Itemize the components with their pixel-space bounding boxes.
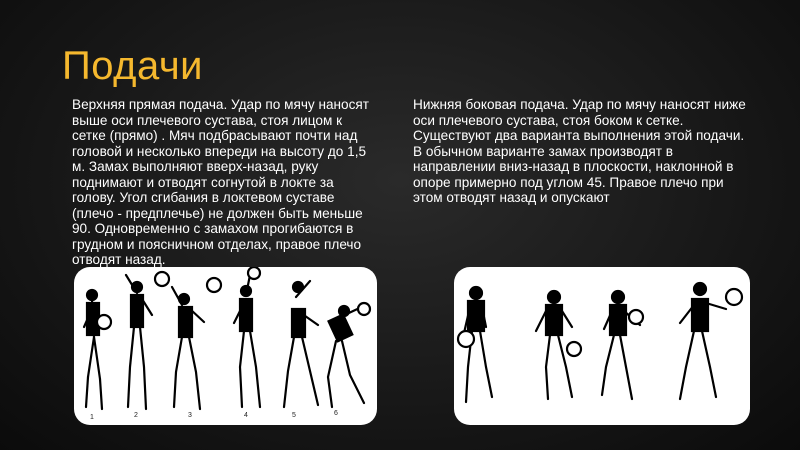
figure-number-2: 2 [134,412,138,419]
overhead-serve-illustration [74,267,377,425]
player-figure-3 [172,287,204,409]
figure-number-6: 6 [334,410,338,417]
figure-number-1: 1 [90,414,94,421]
figure-number-5: 5 [292,412,296,419]
player-figure-2 [536,291,572,399]
overhead-serve-sequence-drawing [74,267,377,425]
slide-title: Подачи [62,44,204,88]
player-figure-4 [680,283,726,399]
overhead-serve-description: Верхняя прямая подача. Удар по мячу наносят выше оси плечевого сустава, стоя лицом к сетке (прямо) . Мяч подбрасывают почти над головой и несколько впереди на высоту до 1,5 м. Замах выполняют вверх-назад, руку поднимают и отводят согнутой в локте за голову. Угол сгибания в локтевом суставе (плечо - предплечье) не должен быть меньше 90. Одновременно с замахом прогибаются в грудном и поясничном отделах, правое плечо отводят назад. [72,97,370,267]
player-figure-1 [84,290,102,409]
player-figure-5 [284,281,318,407]
figure-number-4: 4 [244,412,248,419]
underhand-serve-sequence-drawing [454,267,750,425]
player-figure-4 [234,275,260,407]
underhand-side-serve-description: Нижняя боковая подача. Удар по мячу наносят ниже оси плечевого сустава, стоя боком к сетке. Существуют два варианта выполнения этой подачи. В обычном варианте замах производят в направлении вниз-назад в плоскости, наклонной в опоре примерно под углом 45. Правое плечо при этом отводят назад и опускают [413,97,746,205]
player-figure-2 [126,275,152,409]
figure-number-3: 3 [188,412,192,419]
player-figure-6 [328,305,366,407]
player-figure-3 [602,291,640,399]
underhand-serve-illustration [454,267,750,425]
